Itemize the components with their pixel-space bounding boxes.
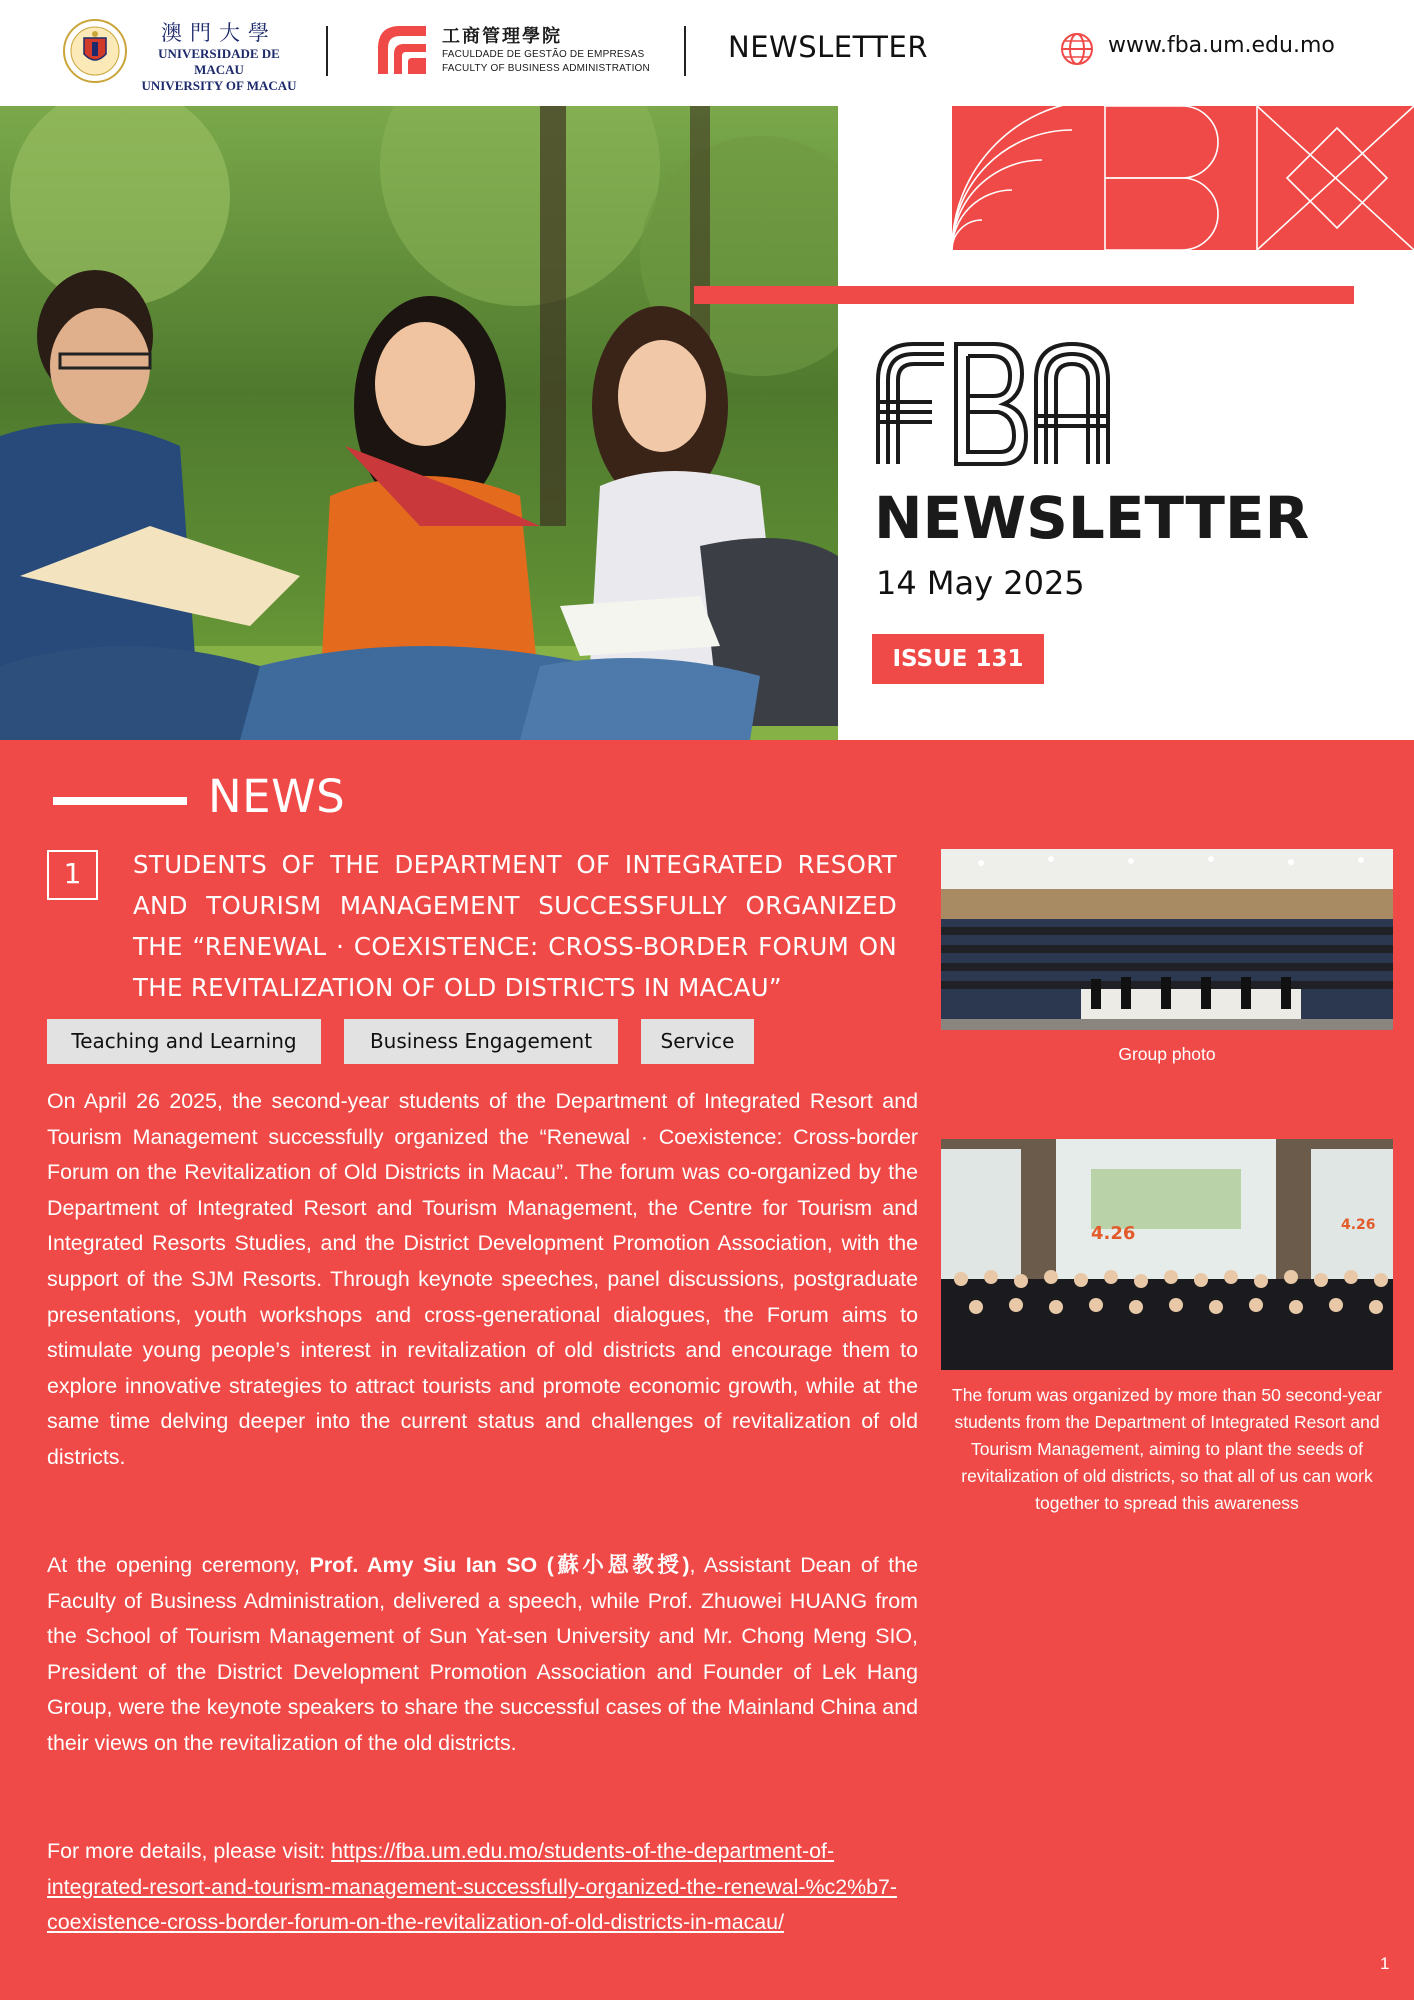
group-photo	[941, 849, 1393, 1030]
um-english-name: UNIVERSITY OF MACAU	[141, 78, 297, 93]
university-of-macau-wordmark	[134, 20, 304, 94]
accent-bar	[694, 286, 1354, 304]
tag-business-engagement: Business Engagement	[344, 1019, 618, 1064]
issue-date: 14 May 2025	[876, 564, 1085, 602]
fba-chinese-name: 工商管理學院	[442, 26, 562, 47]
tag-service: Service	[641, 1019, 754, 1064]
decorative-pattern	[952, 106, 1414, 250]
tag-teaching-and-learning: Teaching and Learning	[47, 1019, 321, 1064]
paragraph-text: At the opening ceremony,	[47, 1553, 310, 1577]
header-title: NEWSLETTER	[728, 30, 928, 64]
page-number: 1	[1380, 1954, 1390, 1973]
details-link[interactable]: https://fba.um.edu.mo/students-of-the-department-of-integrated-resort-and-tourism-management-successfully-organized-the-renewal-%c2%b7-coexistence-cross-border-forum-on-the-revitalization-of-old-districts-in-macau/	[47, 1839, 898, 1935]
paragraph-text: , Assistant Dean of the Faculty of Business Administration, delivered a speech, while Prof. Zhuowei HUANG from the School of Tourism Management of Sun Yat-sen University and Mr. Chong Meng SIO, President of the District Development Promotion Association and Founder of Lek Hang Group, were the keynote speakers to share the successful cases of the Mainland China and their views on the revitalization of the old districts.	[47, 1553, 919, 1755]
hero-students-photo	[0, 106, 838, 740]
header-divider	[326, 26, 328, 76]
newsletter-title: NEWSLETTER	[874, 484, 1310, 552]
article-paragraph: On April 26 2025, the second-year students of the Department of Integrated Resort and Tourism Management successfully organized the “Renewal · Coexistence: Cross-border Forum on the Revitalization of Old Districts in Macau”. The forum was co-organized by the Department of Integrated Resort and Tourism Management, the Centre for Tourism and Integrated Resorts Studies, and the District Development Promotion Association, with the support of the SJM Resorts. Through keynote speeches, panel discussions, postgraduate presentations, youth workshops and cross-generational dialogues, the Forum aims to stimulate young people’s interest in revitalization of old districts and encourage them to explore innovative strategies to attract tourists and promote economic growth, while at the same time delving deeper into the current status and challenges of revitalization of old districts.	[47, 1089, 918, 1469]
fba-logo-text	[874, 340, 1110, 466]
forum-group-photo	[941, 1139, 1393, 1370]
globe-icon	[1060, 32, 1094, 66]
header-divider	[684, 26, 686, 76]
article-title: STUDENTS OF THE DEPARTMENT OF INTEGRATED RESORT AND TOURISM MANAGEMENT SUCCESSFULLY ORGANIZED THE “RENEWAL · COEXISTENCE: CROSS-BORDER FORUM ON THE REVITALIZATION OF OLD DISTRICTS IN MACAU”	[133, 850, 897, 1002]
details-label: For more details, please visit:	[47, 1839, 332, 1863]
university-of-macau-crest-icon	[62, 18, 128, 84]
fba-wordmark	[442, 26, 650, 76]
news-section	[0, 740, 1414, 2000]
svg-text:4.26: 4.26	[1091, 1223, 1136, 1244]
photo-caption: Group photo	[1118, 1044, 1216, 1064]
svg-text:4.26: 4.26	[1341, 1217, 1376, 1233]
website-link[interactable]: www.fba.um.edu.mo	[1108, 33, 1335, 58]
article-number: 1	[47, 850, 98, 900]
issue-badge: ISSUE 131	[872, 634, 1044, 684]
section-rule	[53, 797, 187, 805]
photo-caption: The forum was organized by more than 50 second-year students from the Department of Integrated Resort and Tourism Management, aiming to plant the seeds of revitalization of old districts, so that all of us can work together to spread this awareness	[952, 1385, 1382, 1513]
header	[0, 0, 1414, 106]
fba-portuguese-name: FACULDADE DE GESTÃO DE EMPRESAS	[442, 49, 645, 60]
speaker-name: Prof. Amy Siu Ian SO (蘇小恩教授)	[309, 1553, 690, 1577]
section-heading: NEWS	[208, 770, 346, 823]
details-paragraph	[47, 1834, 918, 1941]
fba-english-name: FACULTY OF BUSINESS ADMINISTRATION	[442, 63, 650, 74]
article-paragraph	[47, 1548, 918, 1762]
um-portuguese-name: UNIVERSIDADE DE MACAU	[158, 46, 280, 77]
um-chinese-name: 澳門大學	[161, 21, 277, 45]
fba-faculty-logo-icon	[374, 22, 430, 78]
